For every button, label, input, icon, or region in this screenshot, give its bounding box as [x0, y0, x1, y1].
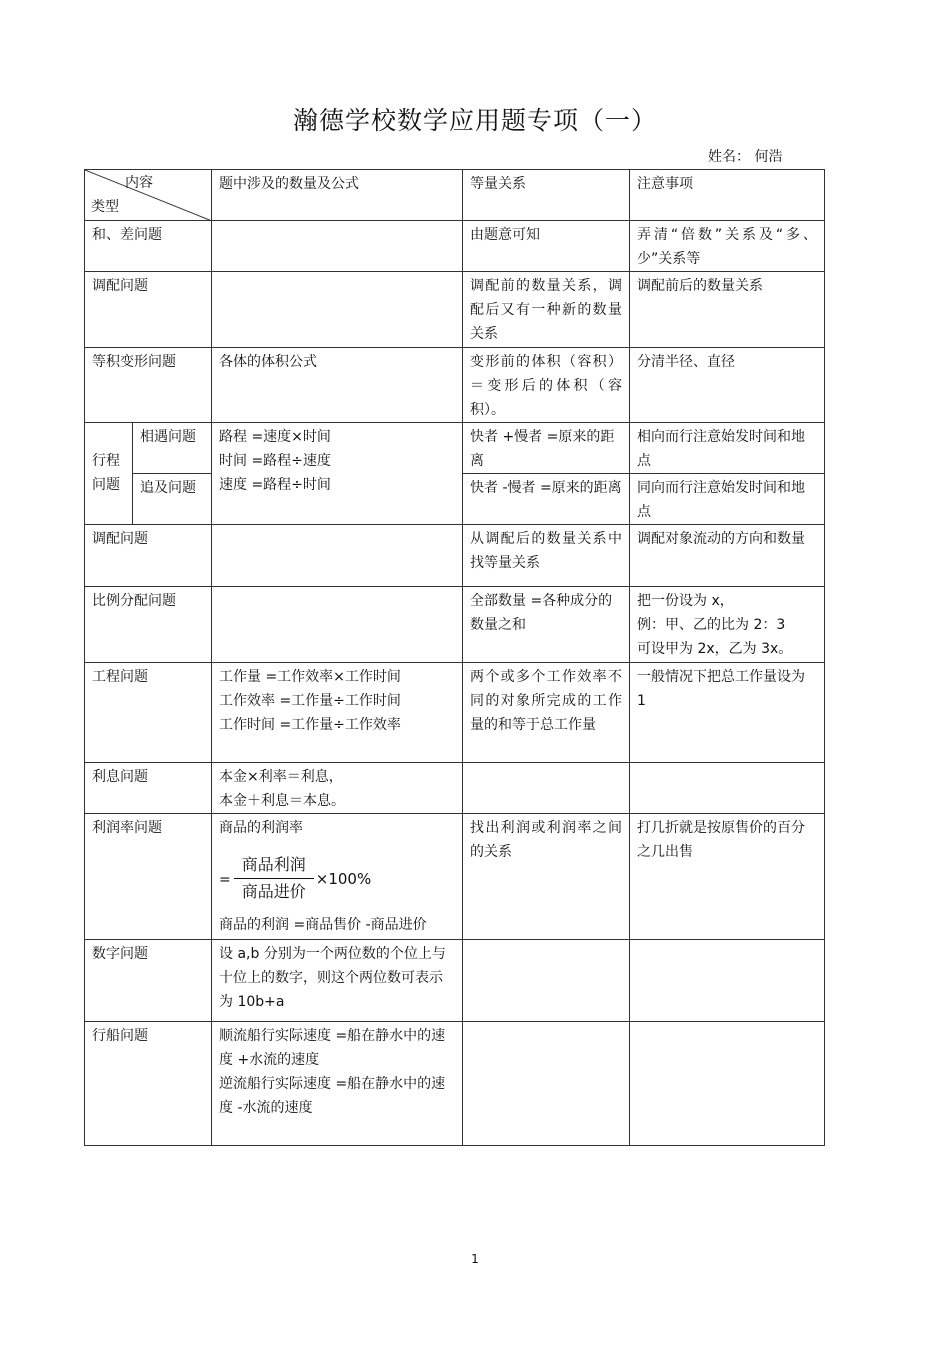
fraction-denominator: 商品进价 [241, 882, 306, 901]
row-relation: 调配前的数量关系，调配后又有一种新的数量关系 [463, 272, 630, 348]
formula-line: 本金＋利息＝本息。 [219, 793, 345, 809]
row-relation: 两个或多个工作效率不同的对象所完成的工作量的和等于总工作量 [463, 663, 630, 763]
formula-line: 时间 =路程÷速度 [219, 453, 331, 469]
row-type: 等积变形问题 [85, 348, 212, 423]
header-type-label: 类型 [91, 199, 119, 215]
row-notes: 分清半径、直径 [630, 348, 825, 423]
row-formula: 设 a,b 分别为一个两位数的个位上与十位上的数字，则这个两位数可表示为 10b+a [212, 940, 463, 1022]
row-formula: 各体的体积公式 [212, 348, 463, 423]
formula-line: 商品的利润率 [219, 820, 303, 836]
row-formula [212, 221, 463, 272]
profit-rate-fraction [219, 852, 455, 905]
header-formula: 题中涉及的数量及公式 [212, 170, 463, 221]
table-header-row [85, 170, 825, 221]
equals-sign: = [219, 871, 231, 888]
row-relation: 全部数量 =各种成分的数量之和 [463, 587, 630, 663]
row-formula [212, 587, 463, 663]
travel-formula [212, 423, 463, 525]
row-relation: 由题意可知 [463, 221, 630, 272]
page-number: 1 [471, 1252, 479, 1266]
row-relation [463, 763, 630, 814]
page-title: 瀚德学校数学应用题专项（一） [292, 106, 657, 135]
notes-line: 例：甲、乙的比为 2：3 [637, 617, 786, 633]
formula-line: 路程 =速度×时间 [219, 429, 331, 445]
row-notes: 一般情况下把总工作量设为 1 [630, 663, 825, 763]
meeting-relation: 快者 +慢者 =原来的距离 [463, 423, 630, 474]
table-row [85, 423, 825, 474]
row-notes: 打几折就是按原售价的百分之几出售 [630, 814, 825, 940]
table-row [85, 525, 825, 587]
header-notes: 注意事项 [630, 170, 825, 221]
row-type: 行船问题 [85, 1022, 212, 1146]
row-type: 调配问题 [85, 272, 212, 348]
row-notes [630, 1022, 825, 1146]
row-relation [463, 940, 630, 1022]
row-type: 利息问题 [85, 763, 212, 814]
row-notes: 调配对象流动的方向和数量 [630, 525, 825, 587]
diagonal-header-cell [85, 170, 212, 221]
formula-line: 工作时间 =工作量÷工作效率 [219, 717, 401, 733]
formula-line: 本金×利率＝利息， [219, 769, 343, 785]
row-formula [212, 525, 463, 587]
row-relation: 找出利润或利润率之间的关系 [463, 814, 630, 940]
chase-notes: 同向而行注意始发时间和地点 [630, 474, 825, 525]
formula-line: 逆流船行实际速度 =船在静水中的速度 -水流的速度 [219, 1076, 446, 1116]
row-relation [463, 1022, 630, 1146]
formula-line: 工作量 =工作效率×工作时间 [219, 669, 401, 685]
chase-relation: 快者 -慢者 =原来的距离 [463, 474, 630, 525]
percent-multiplier: ×100% [315, 869, 372, 888]
row-notes [630, 763, 825, 814]
table-row [85, 272, 825, 348]
row-notes: 弄清“倍数”关系及“多、少”关系等 [630, 221, 825, 272]
row-type: 和、差问题 [85, 221, 212, 272]
fraction-numerator: 商品利润 [234, 852, 314, 879]
table-row [85, 221, 825, 272]
row-formula [212, 763, 463, 814]
student-name: 姓名： 何浩 [708, 149, 783, 165]
formula-line: 商品的利润 =商品售价 -商品进价 [219, 917, 427, 933]
table-row [85, 814, 825, 940]
chase-subtype: 追及问题 [133, 474, 212, 525]
table-row [85, 587, 825, 663]
header-content-label: 内容 [125, 175, 153, 191]
formula-line: 速度 =路程÷时间 [219, 477, 331, 493]
fraction [234, 852, 314, 905]
row-type: 比例分配问题 [85, 587, 212, 663]
row-formula [212, 272, 463, 348]
row-type: 数字问题 [85, 940, 212, 1022]
formula-line: 顺流船行实际速度 =船在静水中的速度 +水流的速度 [219, 1028, 446, 1068]
table-row [85, 1022, 825, 1146]
row-formula [212, 663, 463, 763]
row-notes [630, 587, 825, 663]
notes-line: 把一份设为 x， [637, 593, 734, 609]
row-type: 工程问题 [85, 663, 212, 763]
row-type: 利润率问题 [85, 814, 212, 940]
notes-line: 可设甲为 2x，乙为 3x。 [637, 641, 793, 657]
meeting-notes: 相向而行注意始发时间和地点 [630, 423, 825, 474]
row-type: 调配问题 [85, 525, 212, 587]
table-row [85, 348, 825, 423]
meeting-subtype: 相遇问题 [133, 423, 212, 474]
application-problem-table [84, 169, 825, 1146]
row-notes: 调配前后的数量关系 [630, 272, 825, 348]
table-row [85, 663, 825, 763]
formula-line: 工作效率 =工作量÷工作时间 [219, 693, 401, 709]
row-relation: 变形前的体积（容积）＝变形后的体积（容积）。 [463, 348, 630, 423]
table-row [85, 940, 825, 1022]
header-relation: 等量关系 [463, 170, 630, 221]
row-formula [212, 1022, 463, 1146]
travel-group-label: 行程问题 [85, 423, 133, 525]
row-notes [630, 940, 825, 1022]
row-formula [212, 814, 463, 940]
table-row [85, 763, 825, 814]
row-relation: 从调配后的数量关系中找等量关系 [463, 525, 630, 587]
